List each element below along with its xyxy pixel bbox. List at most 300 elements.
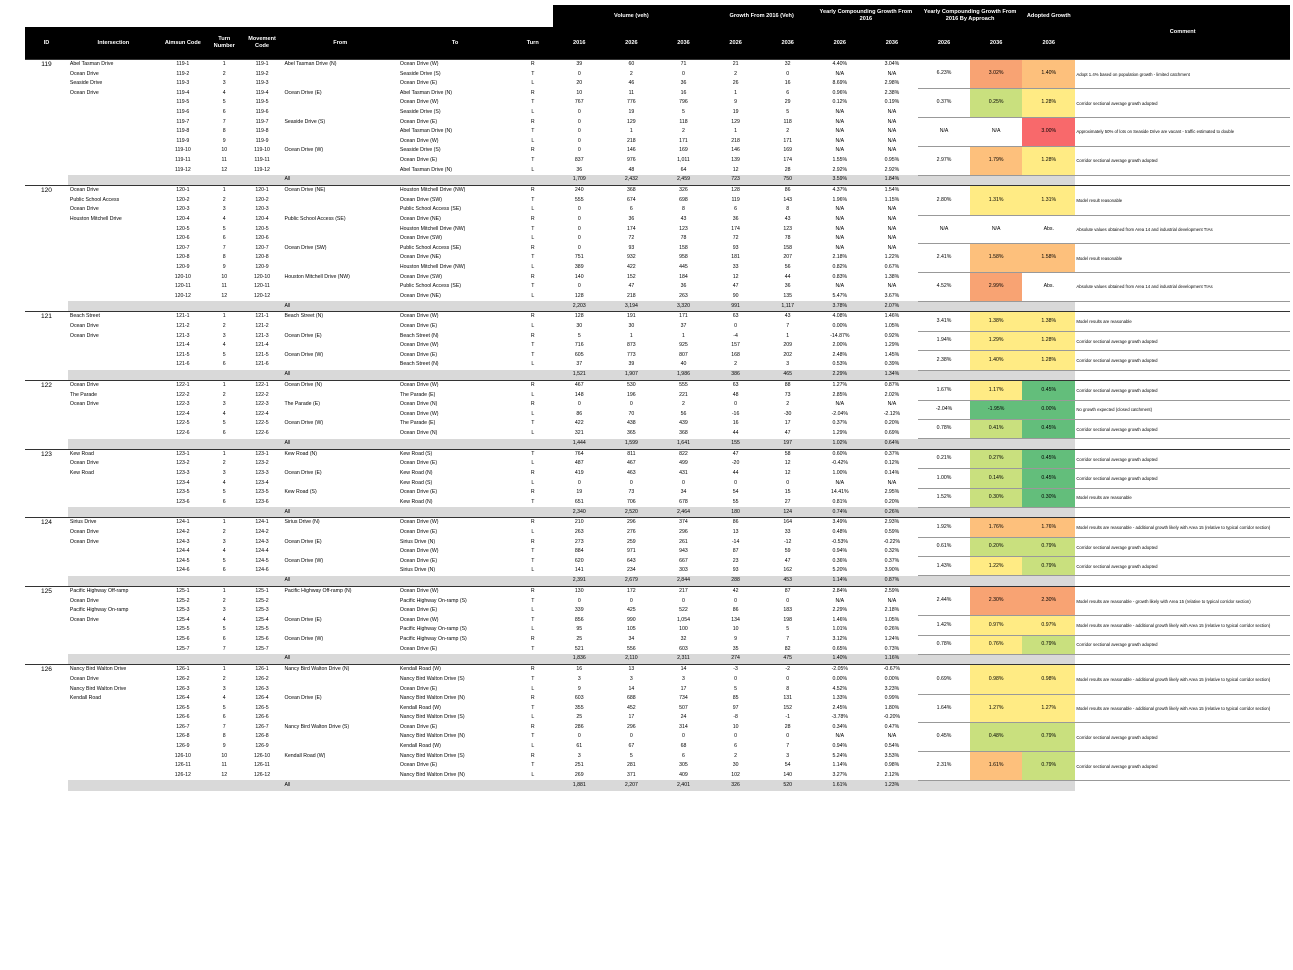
volume-2036: 37 — [680, 323, 687, 330]
volume-2036: 943 — [679, 548, 688, 555]
movement-code: 125-6 — [255, 636, 269, 643]
intersection-name — [68, 645, 159, 655]
volume-2016: 0 — [577, 108, 581, 115]
to-road: Seaside Drive (S) — [399, 108, 441, 115]
intersection-name — [68, 137, 159, 147]
growth-2026: -14 — [731, 538, 740, 545]
yearly-growth-2026: 0.53% — [832, 361, 848, 368]
col-aimsun-code: Aimsun Code — [159, 27, 207, 60]
volume-2016: 620 — [574, 557, 584, 564]
to-road: Ocean Drive (NE) — [399, 216, 441, 222]
yearly-growth-2026: 2.85% — [832, 391, 848, 398]
total-blank — [159, 370, 207, 381]
turn-type: L — [531, 626, 535, 633]
total-blank — [242, 576, 283, 587]
volume-2016: 210 — [553, 518, 605, 528]
volume-2016: 0 — [577, 283, 581, 290]
growth-2026: 21 — [710, 60, 762, 70]
intersection-name — [68, 351, 159, 361]
from-road: Nancy Bird Walton Drive (S) — [284, 723, 350, 730]
aimsun-code: 126-1 — [159, 665, 207, 675]
to-road: Ocean Drive (SW) — [399, 273, 442, 280]
volume-2016: 61 — [576, 743, 583, 750]
volume-2036: 40 — [680, 361, 687, 368]
movement-code: 121-4 — [255, 342, 269, 349]
total-v16: 2,340 — [553, 507, 605, 518]
yearly-growth-2036: 1.38% — [884, 273, 900, 280]
yearly-growth-2026: N/A — [835, 283, 845, 290]
volume-2026: 296 — [627, 723, 636, 730]
adopted-growth: 1.28% — [1022, 89, 1075, 118]
volume-2026: 452 — [627, 704, 636, 711]
movement-code: 120-11 — [254, 283, 270, 290]
yearly-growth-2026: 2.18% — [832, 254, 848, 261]
volume-2036: 507 — [679, 704, 688, 711]
approach-growth-2036: 2.30% — [970, 587, 1022, 616]
aimsun-code: 126-10 — [174, 752, 191, 759]
turn-type: T — [531, 704, 535, 711]
growth-2026: 1 — [734, 128, 738, 135]
turn-number: 5 — [222, 420, 226, 427]
aimsun-code: 119-3 — [176, 80, 190, 87]
total-y36: 1.34% — [866, 370, 918, 381]
volume-2016: 286 — [574, 723, 584, 730]
to-road: Ocean Drive (SW) — [399, 196, 442, 203]
total-v16: 1,709 — [553, 175, 605, 186]
volume-2026: 556 — [627, 645, 636, 652]
growth-2036: 3 — [786, 361, 790, 368]
approach-comment: Corridor sectional average growth adopted — [1075, 538, 1290, 557]
turn-number: 5 — [222, 557, 226, 564]
turn-type: L — [531, 607, 535, 614]
from-road — [282, 479, 397, 489]
total-v36: 2,311 — [657, 654, 709, 665]
total-blank — [68, 301, 159, 312]
from-road — [282, 341, 397, 351]
total-blank — [242, 780, 283, 790]
aimsun-code: 121-3 — [176, 332, 190, 339]
total-comment-blank — [1075, 576, 1290, 587]
from-road — [282, 704, 397, 714]
growth-2026: 48 — [732, 391, 739, 398]
movement-code: 126-11 — [254, 762, 270, 769]
yearly-growth-2026: N/A — [835, 235, 845, 242]
from-road — [282, 410, 397, 420]
volume-2026: 73 — [628, 489, 635, 496]
turn-type: L — [531, 743, 535, 750]
table-row — [25, 215, 1290, 225]
from-road — [282, 70, 397, 80]
growth-2036: 135 — [783, 292, 793, 299]
volume-2026: 5 — [629, 752, 633, 759]
aimsun-code: 120-3 — [176, 206, 190, 213]
movement-code: 126-10 — [253, 752, 271, 759]
approach-comment: Approximately 50% of lots on Seaside Drive are vacant - traffic estimated to double — [1075, 118, 1290, 147]
to-road: Nancy Bird Walton Drive (N) — [399, 695, 465, 702]
to-road: Abel Tasman Drive (N) — [399, 166, 452, 173]
intersection-name — [68, 713, 159, 723]
intersection-name — [68, 547, 159, 557]
aimsun-code: 119-1 — [159, 60, 207, 70]
total-v26: 3,194 — [605, 301, 657, 312]
volume-2026: 46 — [628, 80, 635, 87]
turn-number: 3 — [222, 685, 226, 692]
growth-2036: 8 — [786, 206, 790, 213]
aimsun-code: 122-5 — [176, 420, 190, 427]
volume-2036: 431 — [679, 469, 688, 476]
growth-2026: 168 — [731, 351, 740, 358]
total-blank — [242, 507, 283, 518]
to-road: Houston Mitchell Drive (NW) — [398, 186, 512, 196]
approach-comment: Model results are reasonable — [1075, 312, 1290, 332]
from-road — [282, 597, 397, 607]
adopted-growth: 0.45% — [1022, 449, 1075, 469]
total-approach-blank — [918, 175, 1075, 186]
from-road — [282, 98, 397, 108]
to-road: Sirius Drive (N) — [399, 567, 436, 574]
yearly-growth-2026: -14.87% — [830, 332, 850, 339]
turn-number: 6 — [222, 714, 226, 721]
volume-2016: 605 — [574, 351, 584, 358]
yearly-growth-2026: 0.83% — [832, 273, 848, 280]
to-road: Beach Street (N) — [399, 332, 439, 339]
volume-2016: 0 — [577, 597, 581, 604]
col-turn-number: Turn Number — [207, 27, 242, 60]
volume-2036: 499 — [679, 460, 688, 467]
turn-type: R — [530, 752, 535, 759]
yearly-growth-2036: 1.29% — [884, 342, 900, 349]
to-road: The Parade (E) — [399, 391, 436, 398]
approach-growth-2026: 6.23% — [918, 60, 970, 89]
yearly-growth-2026: 0.37% — [832, 420, 848, 427]
total-blank — [398, 175, 512, 186]
aimsun-code: 121-5 — [176, 351, 190, 358]
total-row — [25, 507, 1290, 518]
growth-2036: 28 — [784, 723, 791, 730]
table-row — [25, 60, 1290, 70]
turn-number: 6 — [222, 430, 226, 437]
growth-2036: 36 — [784, 283, 791, 290]
aimsun-code: 126-5 — [176, 704, 190, 711]
volume-2026: 773 — [627, 351, 636, 358]
approach-growth-2026: 0.78% — [918, 419, 970, 438]
volume-2016: 5 — [577, 332, 581, 339]
yearly-growth-2026: -3.78% — [831, 714, 849, 721]
header-comment: Comment — [1075, 5, 1290, 60]
col-intersection: Intersection — [68, 27, 159, 60]
total-blank — [207, 370, 242, 381]
growth-2026: 5 — [734, 685, 738, 692]
aimsun-code: 126-3 — [176, 685, 190, 692]
from-road — [282, 292, 397, 302]
volume-2026: 932 — [627, 254, 636, 261]
aimsun-code: 125-7 — [176, 645, 190, 652]
from-road — [282, 771, 397, 781]
yearly-growth-2036: 0.37% — [866, 449, 918, 459]
from-road: Ocean Drive (E) — [284, 538, 322, 545]
growth-2026: 0 — [734, 675, 738, 682]
total-y26: 3.59% — [814, 175, 866, 186]
turn-number: 3 — [222, 80, 226, 87]
from-road — [282, 322, 397, 332]
growth-2026: 6 — [734, 206, 738, 213]
volume-2036: 34 — [680, 489, 687, 496]
table-row — [25, 538, 1290, 548]
turn-type: T — [531, 342, 535, 349]
turn-type: T — [531, 283, 535, 290]
intersection-name: Beach Street — [68, 312, 159, 322]
intersection-name: Kendall Road — [69, 695, 102, 702]
turn-type: L — [531, 108, 535, 115]
from-road: Nancy Bird Walton Drive (N) — [282, 665, 397, 675]
to-road: Kendall Road (W) — [399, 743, 441, 750]
volume-2026: 105 — [627, 626, 636, 633]
turn-number: 3 — [222, 401, 226, 408]
total-approach-blank — [918, 507, 1075, 518]
intersection-name — [68, 341, 159, 351]
turn-number: 9 — [222, 137, 226, 144]
yearly-growth-2026: 2.92% — [832, 166, 848, 173]
aimsun-code: 119-11 — [175, 156, 191, 163]
growth-2026: 93 — [732, 567, 739, 574]
volume-2026: 3 — [629, 675, 633, 682]
growth-2026: 10 — [732, 626, 739, 633]
turn-type: L — [531, 430, 535, 437]
from-road — [282, 360, 397, 370]
turn-number: 2 — [222, 323, 226, 330]
aimsun-code: 126-4 — [176, 695, 190, 702]
yearly-growth-2026: 2.48% — [832, 351, 848, 358]
table-row — [25, 518, 1290, 528]
yearly-growth-2036: 2.18% — [884, 607, 900, 614]
turn-type: T — [531, 557, 535, 564]
to-road: Ocean Drive (W) — [398, 381, 512, 391]
movement-code: 121-1 — [242, 312, 283, 322]
turn-number: 7 — [222, 244, 226, 251]
approach-growth-2026: 0.45% — [918, 723, 970, 752]
aimsun-code: 122-4 — [176, 410, 190, 417]
approach-growth-2026: 0.61% — [918, 538, 970, 557]
turn-number: 2 — [222, 675, 226, 682]
growth-2036: 29 — [784, 99, 791, 106]
adopted-growth: 0.79% — [1022, 752, 1075, 781]
col-yearly-2026: 2026 — [814, 27, 866, 60]
from-road: Ocean Drive (E) — [284, 469, 322, 476]
total-label: All — [282, 507, 397, 518]
aimsun-code: 126-12 — [174, 771, 191, 778]
growth-2026: 0 — [734, 479, 738, 486]
growth-2036: 0 — [786, 70, 790, 77]
growth-2036: 5 — [786, 626, 790, 633]
yearly-growth-2036: 0.12% — [884, 460, 900, 467]
total-v16: 1,521 — [553, 370, 605, 381]
total-y26: 1.02% — [814, 439, 866, 450]
volume-2016: 339 — [574, 607, 584, 614]
total-blank — [512, 780, 553, 790]
movement-code: 124-4 — [255, 548, 269, 555]
yearly-growth-2036: 1.15% — [884, 196, 900, 203]
movement-code: 120-4 — [255, 216, 269, 222]
approach-growth-2026: 0.37% — [918, 89, 970, 118]
turn-number: 11 — [221, 762, 227, 769]
approach-growth-2036: 1.61% — [970, 752, 1022, 781]
volume-2026: 2 — [629, 70, 633, 77]
col-id: ID — [25, 27, 68, 60]
growth-2026: 47 — [732, 283, 739, 290]
from-road — [282, 528, 397, 538]
turn-type: T — [531, 196, 535, 203]
volume-2036: 303 — [679, 567, 688, 574]
turn-type: R — [512, 518, 553, 528]
from-road: Ocean Drive (E) — [284, 332, 322, 339]
adopted-growth: 0.30% — [1022, 488, 1075, 507]
header-blank — [25, 5, 553, 27]
yearly-growth-2036: 2.92% — [884, 166, 900, 173]
from-road: Kendall Road (W) — [284, 752, 326, 759]
to-road: Kendall Road (W) — [399, 704, 441, 711]
intersection-name: Pacific Highway On-ramp — [69, 607, 129, 614]
growth-2026: 90 — [732, 292, 739, 299]
volume-2036: 2 — [682, 401, 685, 408]
from-road: Ocean Drive (SW) — [284, 244, 327, 251]
yearly-growth-2036: N/A — [887, 244, 897, 251]
volume-2026: 371 — [627, 771, 636, 778]
intersection-name — [68, 498, 159, 508]
approach-growth-2036: 0.25% — [970, 89, 1022, 118]
aimsun-code: 120-9 — [176, 263, 190, 270]
approach-growth-2036: 1.17% — [970, 381, 1022, 401]
yearly-growth-2036: 0.32% — [884, 548, 900, 555]
growth-2036: -12 — [783, 538, 792, 545]
turn-number: 4 — [222, 616, 226, 623]
volume-2026: 971 — [627, 548, 636, 555]
adopted-growth: 0.45% — [1022, 419, 1075, 438]
volume-2016: 0 — [577, 137, 581, 144]
adopted-growth: 0.79% — [1022, 557, 1075, 576]
volume-2036: 305 — [679, 762, 688, 769]
total-v36: 2,459 — [657, 175, 709, 186]
movement-code: 120-2 — [255, 196, 269, 203]
aimsun-code: 123-6 — [176, 498, 190, 505]
total-y26: 1.61% — [814, 780, 866, 790]
turn-type: T — [531, 156, 535, 163]
aimsun-code: 121-2 — [176, 323, 190, 330]
volume-2026: 93 — [628, 244, 635, 251]
total-blank — [159, 507, 207, 518]
approach-comment: Corridor sectional average growth adopted — [1075, 351, 1290, 370]
total-g36: 475 — [762, 654, 814, 665]
from-road: Ocean Drive (E) — [284, 695, 322, 702]
total-g26: 155 — [710, 439, 762, 450]
approach-comment: Corridor sectional average growth adopted — [1075, 332, 1290, 351]
growth-2036: 118 — [783, 118, 792, 125]
from-road: Ocean Drive (W) — [284, 636, 324, 643]
aimsun-code: 119-8 — [176, 128, 190, 135]
volume-2016: 269 — [574, 771, 584, 778]
volume-2036: 374 — [657, 518, 709, 528]
total-blank — [242, 175, 283, 186]
intersection-name — [68, 479, 159, 489]
intersection-name — [68, 244, 159, 254]
approach-growth-2036: 1.22% — [970, 557, 1022, 576]
growth-2036: 171 — [783, 137, 793, 144]
yearly-growth-2036: 2.95% — [884, 489, 900, 496]
col-growth-2026: 2026 — [710, 27, 762, 60]
yearly-growth-2026: 5.24% — [832, 752, 848, 759]
approach-comment: Corridor sectional average growth adopted — [1075, 89, 1290, 118]
growth-2026: 19 — [732, 108, 739, 115]
volume-2016: 856 — [574, 616, 584, 623]
to-road: Ocean Drive (SW) — [399, 235, 442, 242]
volume-2016: 555 — [574, 196, 584, 203]
to-road: Ocean Drive (E) — [399, 762, 438, 769]
aimsun-code: 119-2 — [176, 70, 190, 77]
volume-2026: 30 — [628, 323, 635, 330]
approach-comment: Model result reasonable — [1075, 244, 1290, 273]
volume-2016: 521 — [574, 645, 584, 652]
volume-2016: 389 — [574, 263, 584, 270]
volume-2026: 0 — [629, 733, 633, 740]
total-y36: 0.26% — [866, 507, 918, 518]
total-blank — [512, 370, 553, 381]
growth-2026: 44 — [732, 430, 739, 437]
turn-number: 1 — [207, 381, 242, 391]
yearly-growth-2036: N/A — [887, 147, 897, 154]
turn-number: 11 — [221, 156, 227, 163]
yearly-growth-2036: 0.20% — [884, 498, 900, 505]
volume-2026: 259 — [627, 538, 636, 545]
aimsun-code: 126-7 — [176, 723, 190, 730]
table-row — [25, 146, 1290, 156]
total-y26: 0.74% — [814, 507, 866, 518]
yearly-growth-2026: 3.12% — [832, 636, 848, 643]
yearly-growth-2026: 2.00% — [832, 342, 848, 349]
intersection-name — [68, 732, 159, 742]
approach-growth-2026: 1.92% — [918, 518, 970, 538]
from-road: Houston Mitchell Drive (NW) — [284, 273, 350, 280]
intersection-name: Pacific Highway Off-ramp — [68, 587, 159, 597]
turn-number: 7 — [222, 118, 226, 125]
from-road — [282, 234, 397, 244]
turn-number: 9 — [222, 263, 226, 270]
table-row — [25, 488, 1290, 498]
table-row — [25, 635, 1290, 645]
volume-2026: 13 — [605, 665, 657, 675]
intersection-name: Ocean Drive — [69, 597, 99, 604]
to-road: Sirius Drive (N) — [399, 538, 436, 545]
volume-2016: 128 — [574, 292, 584, 299]
intersection-name: Ocean Drive — [69, 70, 99, 77]
yearly-growth-2026: N/A — [835, 137, 845, 144]
adopted-growth: 1.27% — [1022, 694, 1075, 723]
growth-2026: 9 — [734, 636, 738, 643]
yearly-growth-2026: -0.53% — [831, 538, 849, 545]
turn-number: 10 — [221, 752, 228, 759]
intersection-name — [68, 742, 159, 752]
volume-2026: 365 — [627, 430, 636, 437]
aimsun-code: 125-6 — [176, 636, 190, 643]
total-g36: 520 — [762, 780, 814, 790]
intersection-id: 121 — [25, 312, 68, 381]
approach-growth-2036: 3.02% — [970, 60, 1022, 89]
movement-code: 124-6 — [255, 567, 269, 574]
yearly-growth-2036: 0.20% — [884, 420, 900, 427]
yearly-growth-2036: N/A — [887, 216, 897, 222]
volume-2016: 128 — [553, 312, 605, 322]
growth-2036: 143 — [783, 196, 793, 203]
turn-type: R — [512, 186, 553, 196]
col-from: From — [282, 27, 397, 60]
